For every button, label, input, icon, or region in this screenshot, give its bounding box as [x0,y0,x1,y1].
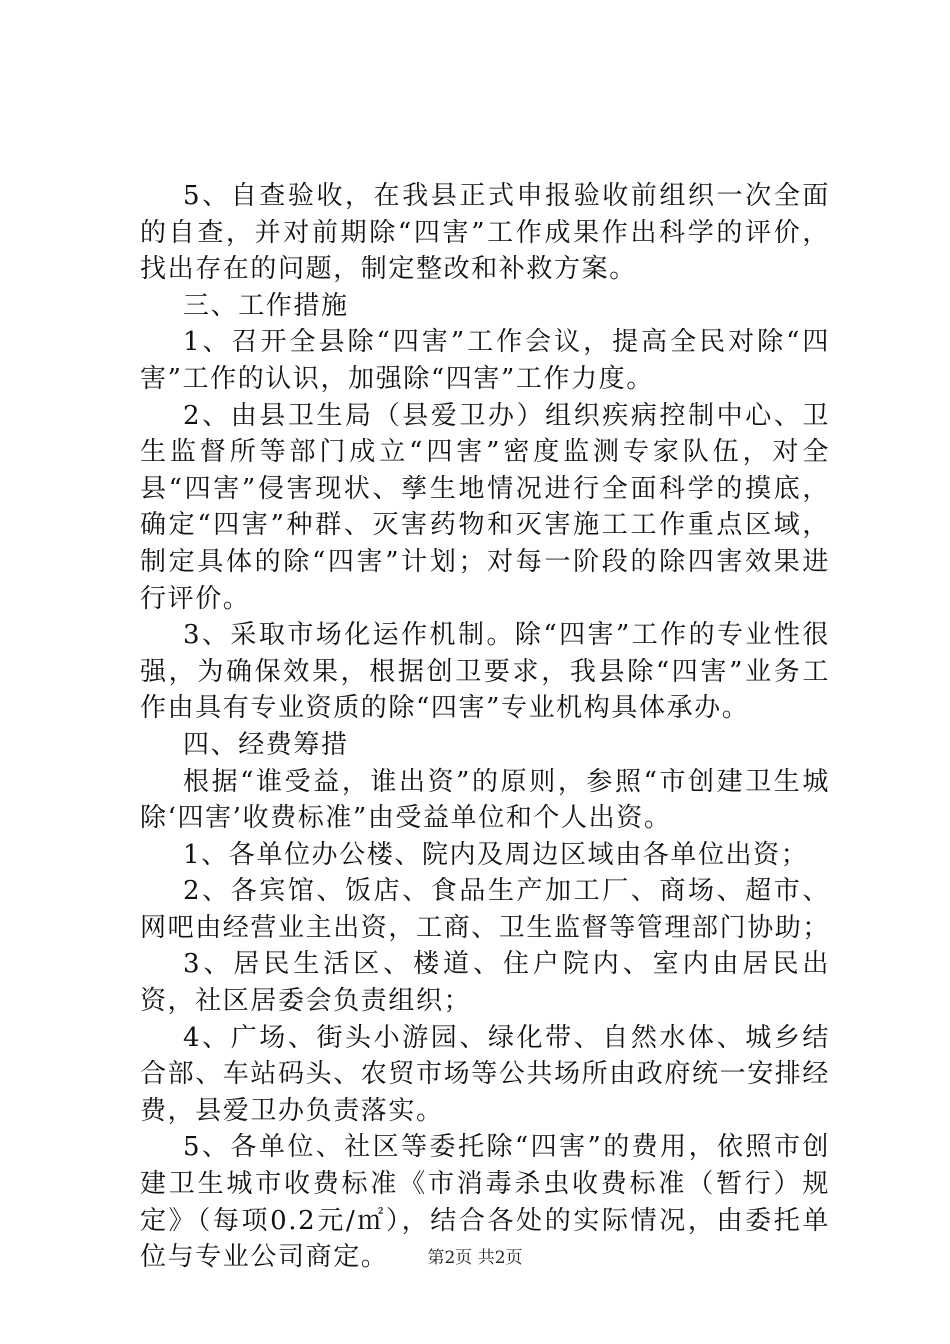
paragraph-funding-1: 1、各单位办公楼、院内及周边区域由各单位出资； [183,839,809,870]
section-heading-funding: 四、经费筹措 [183,729,349,760]
document-body [140,178,830,1276]
paragraph-funding-principle: 根据“谁受益，谁出资”的原则，参照“市创建卫生城除‘四害’收费标准”由受益单位和个人出资。 [140,766,830,834]
paragraph-funding-3: 3、居民生活区、楼道、住户院内、室内由居民出资，社区居委会负责组织； [140,949,830,1017]
paragraph-measure-1: 1、召开全县除“四害”工作会议，提高全民对除“四害”工作的认识，加强除“四害”工作力度。 [140,327,830,394]
paragraph-funding-5: 5、各单位、社区等委托除“四害”的费用，依照市创建卫生城市收费标准《市消毒杀虫收费标准（暂行）规定》（每项0.2元/㎡），结合各处的实际情况，由委托单位与专业公司商定。 [140,1132,830,1273]
section-heading-work-measures: 三、工作措施 [183,290,349,321]
paragraph-measure-2: 2、由县卫生局（县爱卫办）组织疾病控制中心、卫生监督所等部门成立“四害”密度监测专家队伍，对全县“四害”侵害现状、孳生地情况进行全面科学的摸底，确定“四害”种群、灭害药物和灭害施工工作重点区域，制定具体的除“四害”计划；对每一阶段的除四害效果进行评价。 [140,400,830,614]
paragraph-measure-3: 3、采取市场化运作机制。除“四害”工作的专业性很强，为确保效果，根据创卫要求，我县除“四害”业务工作由具有专业资质的除“四害”专业机构具体承办。 [140,620,830,724]
paragraph-funding-2: 2、各宾馆、饭店、食品生产加工厂、商场、超市、网吧由经营业主出资，工商、卫生监督等管理部门协助； [140,876,831,943]
paragraph-funding-4: 4、广场、街头小游园、绿化带、自然水体、城乡结合部、车站码头、农贸市场等公共场所由政府统一安排经费，县爱卫办负责落实。 [140,1022,831,1126]
page-number-footer: 第2页 共2页 [427,1248,523,1268]
paragraph-self-inspection: 5、自查验收，在我县正式申报验收前组织一次全面的自查，并对前期除“四害”工作成果作出科学的评价，找出存在的问题，制定整改和补救方案。 [140,181,830,285]
